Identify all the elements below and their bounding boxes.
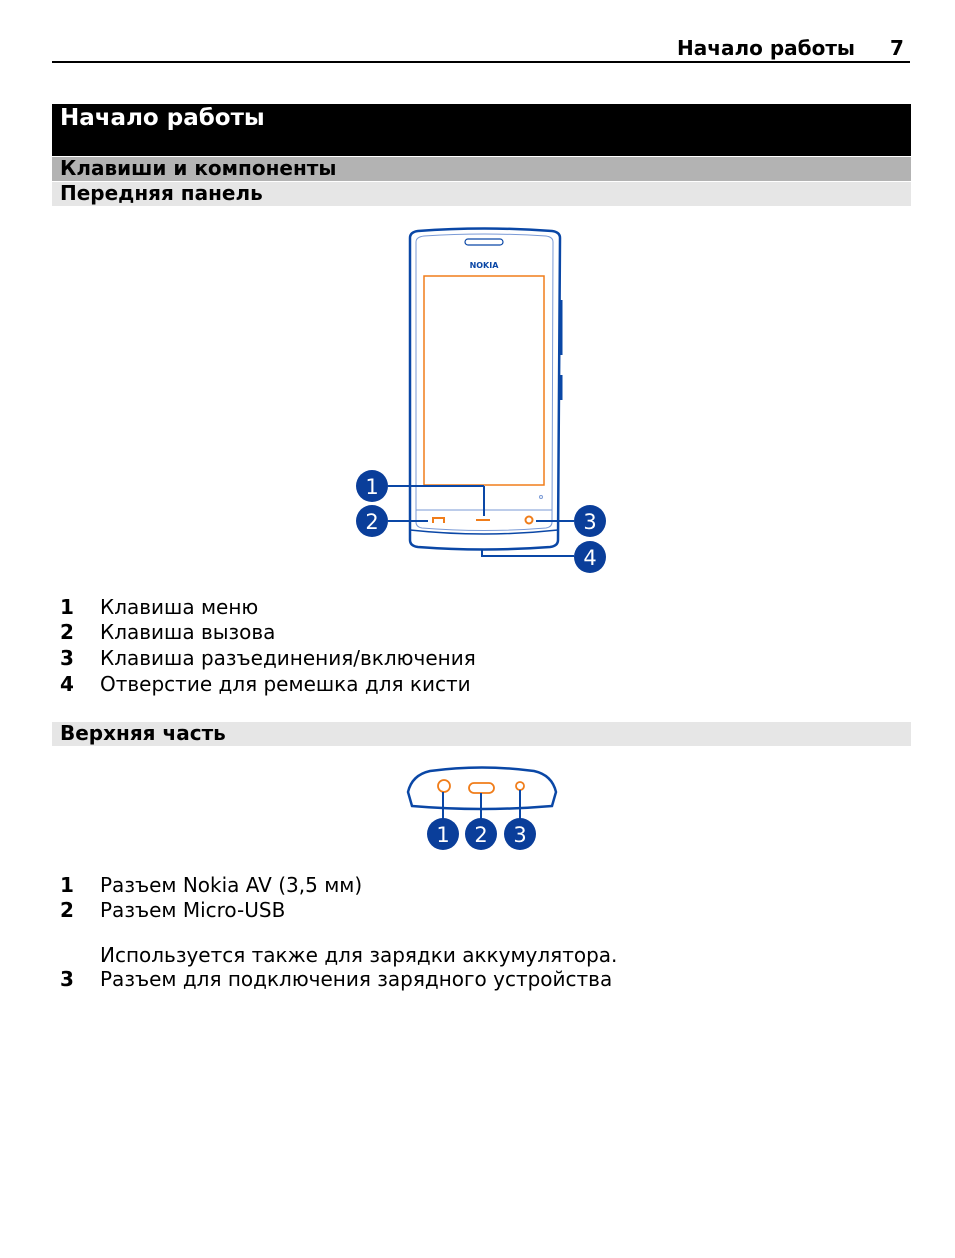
top-callout-3: 3 bbox=[513, 823, 527, 847]
running-header-title: Начало работы bbox=[677, 36, 856, 60]
top-callout-2: 2 bbox=[474, 823, 488, 847]
nokia-logo: NOKIA bbox=[469, 261, 499, 270]
callout-1: 1 bbox=[365, 475, 379, 499]
callout-2: 2 bbox=[365, 510, 379, 534]
legend-text: Разъем Nokia AV (3,5 мм) bbox=[100, 873, 363, 897]
page-number: 7 bbox=[890, 36, 904, 60]
legend-number: 1 bbox=[60, 595, 74, 619]
section-title: Клавиши и компоненты bbox=[60, 156, 337, 180]
legend-number: 1 bbox=[60, 873, 74, 897]
callout-4: 4 bbox=[583, 546, 597, 570]
top-callout-1: 1 bbox=[436, 823, 450, 847]
phone-front-illustration bbox=[388, 229, 574, 557]
legend-text: Клавиша вызова bbox=[100, 620, 276, 644]
legend-note: Используется также для зарядки аккумулятора. bbox=[100, 943, 618, 967]
legend-number: 3 bbox=[60, 967, 74, 991]
legend-number: 3 bbox=[60, 646, 74, 670]
legend-number: 2 bbox=[60, 898, 74, 922]
top-title: Верхняя часть bbox=[60, 721, 226, 745]
callout-3: 3 bbox=[583, 510, 597, 534]
legend-text: Разъем Micro-USB bbox=[100, 898, 286, 922]
legend-number: 2 bbox=[60, 620, 74, 644]
subsection-heading-top bbox=[52, 722, 911, 746]
legend-text: Клавиша меню bbox=[100, 595, 259, 619]
front-title: Передняя панель bbox=[60, 181, 263, 205]
phone-top-illustration bbox=[408, 768, 556, 821]
legend-text: Клавиша разъединения/включения bbox=[100, 646, 476, 670]
legend-number: 4 bbox=[60, 672, 74, 696]
chapter-title: Начало работы bbox=[60, 105, 265, 131]
legend-text: Отверстие для ремешка для кисти bbox=[100, 672, 471, 696]
legend-text: Разъем для подключения зарядного устройства bbox=[100, 967, 613, 991]
